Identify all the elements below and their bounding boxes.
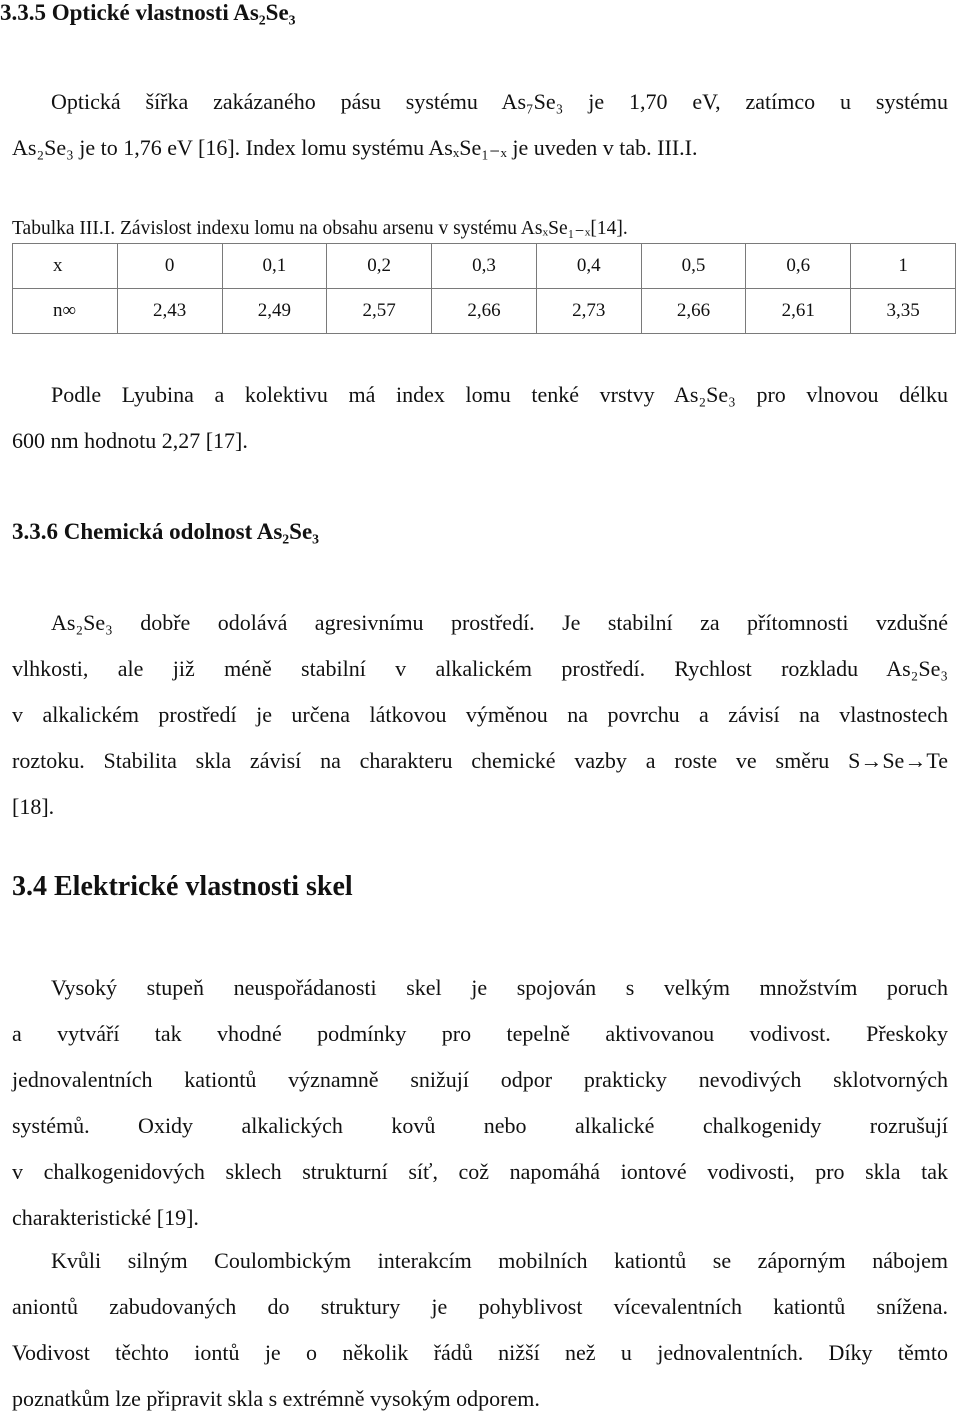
table-cell: 2,57 xyxy=(327,289,432,334)
table-cell: 2,73 xyxy=(536,289,641,334)
paragraph-line: As₂Se₃ je to 1,76 eV [16]. Index lomu systému AsₓSe₁₋ₓ je uveden v tab. III.I. xyxy=(12,135,698,160)
table-cell: 2,66 xyxy=(432,289,537,334)
paragraph-line: Vodivost těchto iontů je o několik řádů nižší než u jednovalentních. Díky těmto xyxy=(12,1340,948,1365)
table-cell: 2,61 xyxy=(746,289,851,334)
paragraph-line: aniontů zabudovaných do struktury je pohyblivost vícevalentních kationtů snížena. xyxy=(12,1294,948,1319)
section-heading-3-3-5: 3.3.5 Optické vlastnosti As₂Se₃ xyxy=(0,0,296,25)
paragraph-line: jednovalentních kationtů významně snižují odpor prakticky nevodivých sklotvorných xyxy=(12,1067,948,1092)
table-cell: 0,4 xyxy=(536,244,641,289)
table-cell: 2,43 xyxy=(117,289,222,334)
paragraph-line: v chalkogenidových sklech strukturní síť, což napomáhá iontové vodivosti, pro skla tak xyxy=(12,1159,948,1184)
table-cell: 2,66 xyxy=(641,289,746,334)
paragraph-optical-bandgap xyxy=(12,79,948,171)
section-heading-3-4: 3.4 Elektrické vlastnosti skel xyxy=(12,871,353,902)
table-cell: 0,3 xyxy=(432,244,537,289)
table-cell: 0 xyxy=(117,244,222,289)
paragraph-line: Optická šířka zakázaného pásu systému As₇Se₃ je 1,70 eV, zatímco u systému xyxy=(51,89,948,114)
paragraph-line: [18]. xyxy=(12,794,55,819)
table-cell: 0,6 xyxy=(746,244,851,289)
table-cell: 0,5 xyxy=(641,244,746,289)
table-row-label: n∞ xyxy=(13,289,118,334)
refractive-index-table xyxy=(12,243,956,334)
paragraph-line: Vysoký stupeň neuspořádanosti skel je spojován s velkým množstvím poruch xyxy=(51,975,948,1000)
paragraph-chemical-resistance xyxy=(12,600,948,830)
paragraph-line: As₂Se₃ dobře odolává agresivnímu prostředí. Je stabilní za přítomnosti vzdušné xyxy=(51,610,948,635)
paragraph-line: v alkalickém prostředí je určena látkovou výměnou na povrchu a závisí na vlastnostech xyxy=(12,702,948,727)
paragraph-line: roztoku. Stabilita skla závisí na charakteru chemické vazby a roste ve směru S→Se→Te xyxy=(12,748,948,773)
paragraph-lyubin xyxy=(12,372,948,464)
paragraph-line: Podle Lyubina a kolektivu má index lomu tenké vrstvy As₂Se₃ pro vlnovou délku xyxy=(51,382,948,407)
paragraph-line: systémů. Oxidy alkalických kovů nebo alkalické chalkogenidy rozrušují xyxy=(12,1113,948,1138)
paragraph-line: charakteristické [19]. xyxy=(12,1205,199,1230)
section-heading-3-3-6: 3.3.6 Chemická odolnost As₂Se₃ xyxy=(12,519,320,544)
table-cell: 3,35 xyxy=(851,289,956,334)
table-cell: 1 xyxy=(851,244,956,289)
table-row-x xyxy=(13,244,956,289)
paragraph-line: a vytváří tak vhodné podmínky pro tepelně aktivovanou vodivost. Přeskoky xyxy=(12,1021,948,1046)
table-cell: 2,49 xyxy=(222,289,327,334)
table-caption: Tabulka III.I. Závislost indexu lomu na obsahu arsenu v systému AsₓSe₁₋ₓ[14]. xyxy=(12,218,628,239)
table-cell: 0,2 xyxy=(327,244,432,289)
paragraph-line: Kvůli silným Coulombickým interakcím mobilních kationtů se záporným nábojem xyxy=(51,1248,948,1273)
paragraph-line: poznatkům lze připravit skla s extrémně vysokým odporem. xyxy=(12,1386,540,1411)
paragraph-electrical-1 xyxy=(12,965,948,1241)
table-row-n xyxy=(13,289,956,334)
paragraph-line: vlhkosti, ale již méně stabilní v alkalickém prostředí. Rychlost rozkladu As₂Se₃ xyxy=(12,656,948,681)
table-row-label: x xyxy=(13,244,118,289)
paragraph-electrical-2 xyxy=(12,1238,948,1422)
table-cell: 0,1 xyxy=(222,244,327,289)
paragraph-line: 600 nm hodnotu 2,27 [17]. xyxy=(12,428,248,453)
